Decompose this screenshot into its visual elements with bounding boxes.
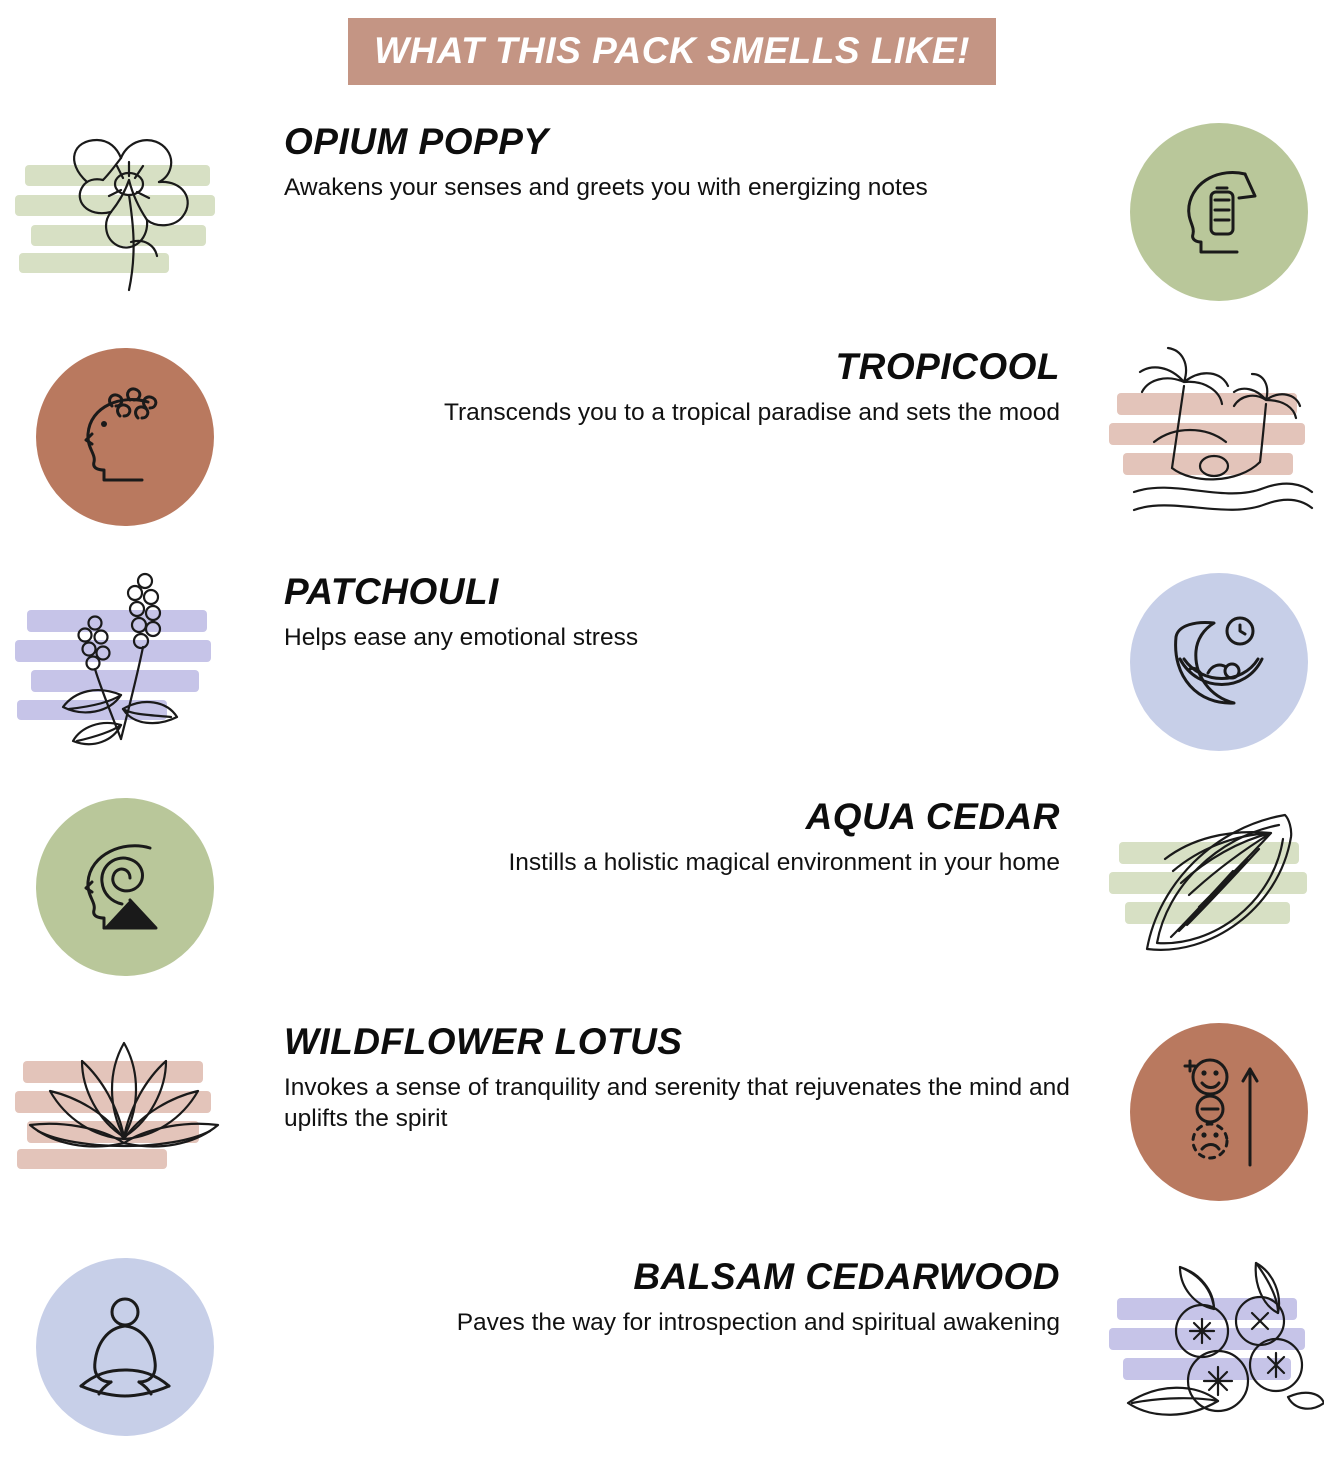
lavender-sprig-sketch-icon	[0, 549, 250, 774]
scent-description: Helps ease any emotional stress	[284, 623, 639, 651]
scent-text	[250, 1234, 1094, 1338]
scent-title: AQUA CEDAR	[805, 796, 1060, 837]
scent-title: PATCHOULI	[284, 571, 499, 612]
scent-text	[250, 999, 1094, 1135]
lavender-drawing	[25, 567, 225, 757]
scent-title: WILDFLOWER LOTUS	[284, 1021, 683, 1062]
lotus-drawing	[20, 1027, 230, 1197]
palm-island-drawing	[1114, 342, 1324, 532]
head-spiral-holistic-icon	[0, 774, 250, 999]
poppy-drawing	[25, 122, 225, 302]
list-item	[0, 549, 1344, 774]
lotus-flower-sketch-icon	[0, 999, 250, 1224]
scent-description: Paves the way for introspection and spiritual awakening	[456, 1308, 1060, 1336]
scent-title: OPIUM POPPY	[284, 121, 549, 162]
scent-description: Transcends you to a tropical paradise and sets the mood	[443, 398, 1060, 426]
page-title: WHAT THIS PACK SMELLS LIKE!	[348, 18, 996, 85]
scent-list	[0, 99, 1344, 1459]
head-swirls-mood-icon	[0, 324, 250, 549]
hammock-moon-relax-icon	[1094, 549, 1344, 774]
scent-description: Instills a holistic magical environment in your home	[508, 848, 1060, 876]
berries-drawing	[1114, 1257, 1324, 1437]
scent-text	[250, 774, 1094, 878]
list-item	[0, 324, 1344, 549]
scent-text	[250, 324, 1094, 428]
mood-scale-positive-icon	[1094, 999, 1344, 1224]
scent-title: BALSAM CEDARWOOD	[633, 1256, 1060, 1297]
scent-text	[250, 549, 1094, 653]
scent-description: Awakens your senses and greets you with energizing notes	[284, 173, 928, 201]
poppy-flower-sketch-icon	[0, 99, 250, 324]
list-item	[0, 774, 1344, 999]
palm-island-beach-sketch-icon	[1094, 324, 1344, 549]
scent-text	[250, 99, 1094, 203]
list-item	[0, 1234, 1344, 1459]
head-battery-energy-icon	[1094, 99, 1344, 324]
citrus-slice-sketch-icon	[1094, 774, 1344, 999]
list-item	[0, 99, 1344, 324]
header	[0, 0, 1344, 85]
scent-title: TROPICOOL	[835, 346, 1060, 387]
list-item	[0, 999, 1344, 1234]
scent-description: Invokes a sense of tranquility and serenity that rejuvenates the mind and uplifts the spirit	[284, 1073, 1070, 1133]
berries-leaves-sketch-icon	[1094, 1234, 1344, 1459]
meditating-person-icon	[0, 1234, 250, 1459]
citrus-drawing	[1119, 797, 1319, 977]
